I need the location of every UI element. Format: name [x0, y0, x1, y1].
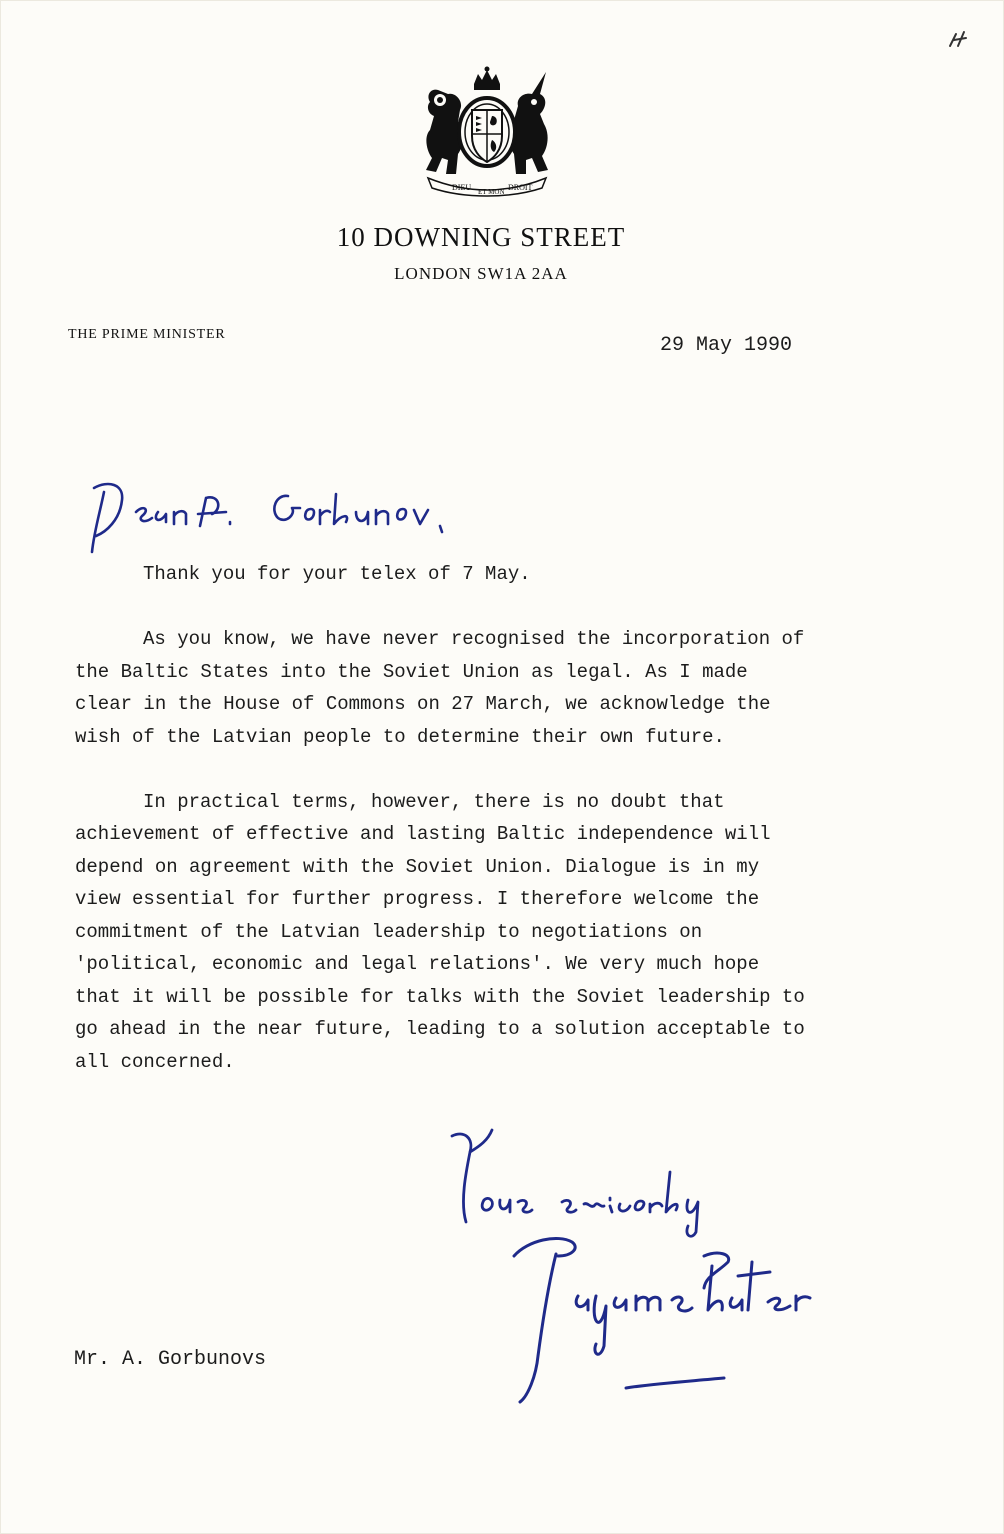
recipient-name: Mr. A. Gorbunovs	[74, 1348, 267, 1371]
closing-text: Yours sincerely	[444, 1112, 451, 1113]
signature-underline	[620, 1370, 730, 1400]
paragraph-2: As you know, we have never recognised the incorporation of the Baltic States into the Soviet Union as legal. As I made clear in the House of Commons on 27 March, we acknowledge the wish of the Latvian people to determine their own future.	[75, 628, 805, 748]
royal-crest-icon	[408, 66, 566, 196]
handwritten-closing	[444, 1112, 724, 1242]
corner-pencil-mark-icon	[946, 28, 978, 52]
salutation-text: Dear Mr. Gorbunovs,	[80, 460, 90, 461]
paragraph-3: In practical terms, however, there is no doubt that achievement of effective and lasting Baltic independence will depend on agreement with the Soviet Union. Dialogue is in my view essential for further progress. I therefore welcome the commitment of the Latvian leadership to negotiations on 'political, economic and legal relations'. We very much hope that it will be possible for talks with the Soviet leadership to go ahead in the near future, leading to a solution acceptable to all concerned.	[75, 790, 805, 1073]
letterhead-street: 10 DOWNING STREET	[336, 222, 626, 252]
crest-motto-droit: DROIT	[508, 183, 533, 192]
letter-body	[75, 558, 935, 1111]
signature-text: Margaret Thatcher	[508, 1216, 517, 1217]
letter-date: 29 May 1990	[660, 334, 793, 357]
letterhead-office: THE PRIME MINISTER	[68, 327, 226, 342]
crest-motto-et-mon: ET MON	[478, 188, 505, 196]
handwritten-salutation	[80, 460, 470, 560]
letterhead-city: LONDON SW1A 2AA	[394, 264, 568, 283]
paragraph-1: Thank you for your telex of 7 May.	[143, 563, 531, 585]
crest-motto-dieu: DIEU	[452, 183, 472, 192]
